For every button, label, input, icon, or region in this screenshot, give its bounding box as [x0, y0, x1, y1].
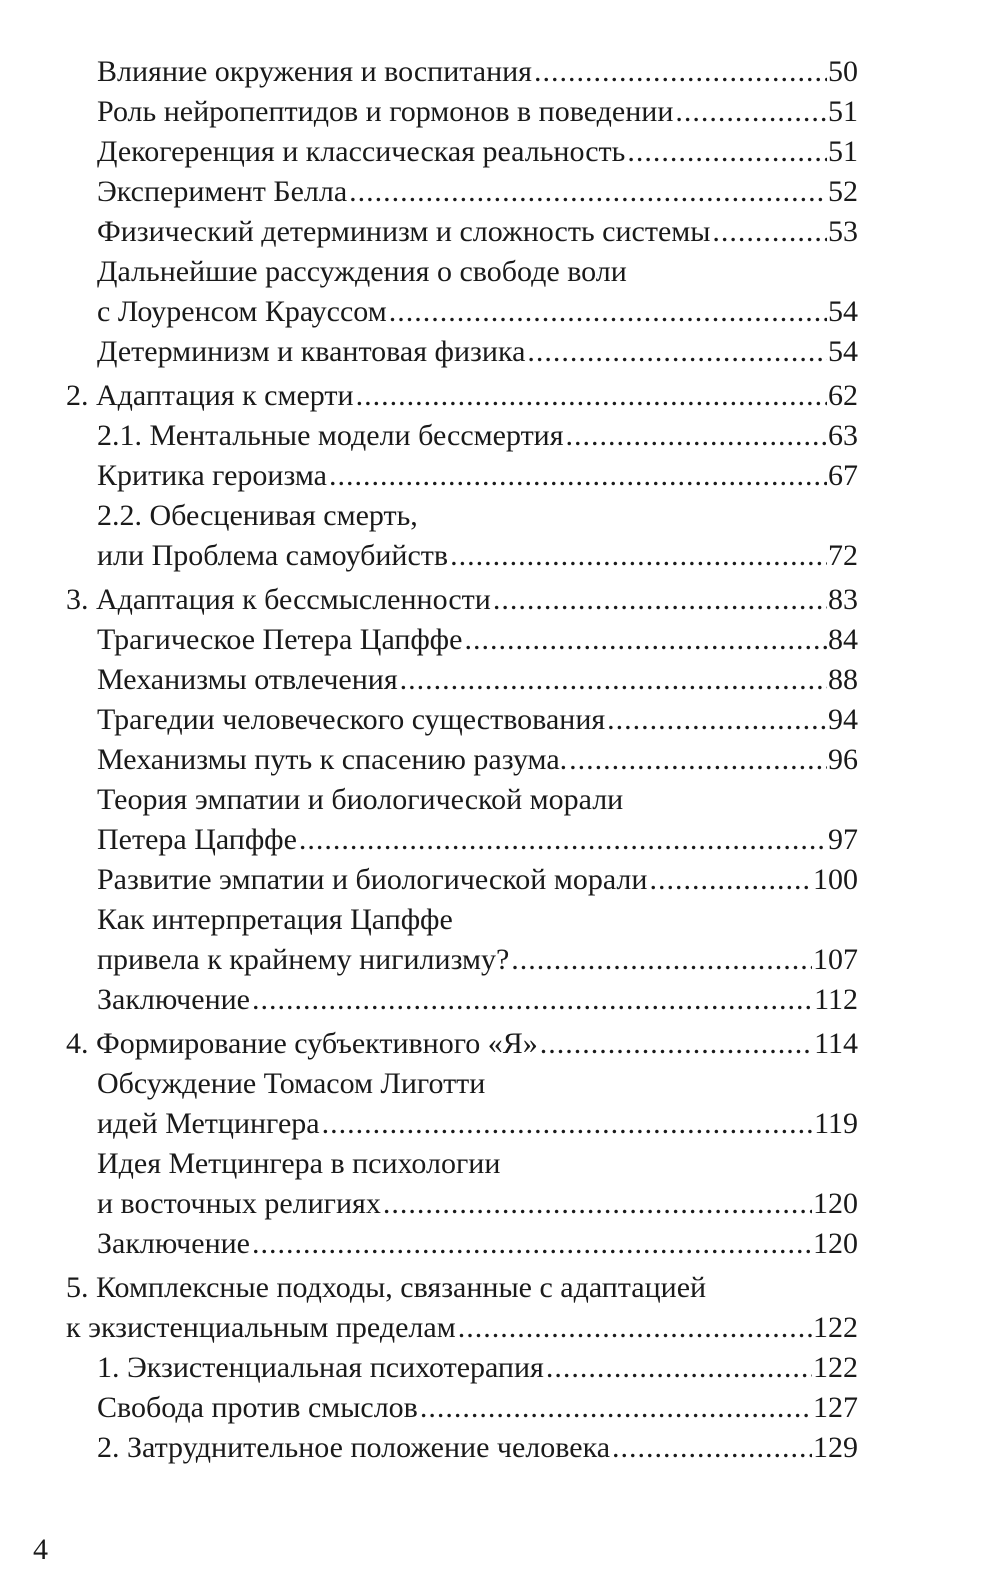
- toc-entry-page: 62: [828, 379, 858, 412]
- toc-entry: [0, 1024, 1000, 1064]
- dot-leader: [322, 1104, 814, 1144]
- toc-entry-page: 107: [813, 943, 858, 976]
- toc-entry: [0, 740, 1000, 780]
- dot-leader: [546, 1348, 812, 1388]
- toc-entry-title: к экзистенциальным пределам: [66, 1308, 458, 1348]
- toc-entry-title: и восточных религиях: [97, 1184, 383, 1224]
- toc-entry-title: Физический детерминизм и сложность системы: [97, 212, 712, 252]
- toc-entry: [0, 376, 1000, 416]
- toc-entry: [0, 52, 1000, 92]
- toc-entry: [0, 860, 1000, 900]
- dot-leader: [607, 700, 827, 740]
- toc-entry-title: Как интерпретация Цапффе: [97, 900, 455, 940]
- toc-entry-title: Развитие эмпатии и биологической морали: [97, 860, 649, 900]
- toc-entry-title: 3. Адаптация к бессмысленности: [66, 580, 493, 620]
- dot-leader: [566, 416, 827, 456]
- dot-leader: [299, 820, 827, 860]
- dot-leader: [511, 940, 812, 980]
- dot-leader: [400, 660, 827, 700]
- toc-entry-page: 51: [828, 135, 858, 168]
- toc-entry: [0, 1348, 1000, 1388]
- dot-leader: [420, 1388, 812, 1428]
- toc-entry-title: Свобода против смыслов: [97, 1388, 420, 1428]
- toc-entry: [0, 132, 1000, 172]
- toc-entry-page: 72: [828, 539, 858, 572]
- dot-leader: [458, 1308, 812, 1348]
- dot-leader: [464, 620, 827, 660]
- toc-entry-title: Детерминизм и квантовая физика: [97, 332, 527, 372]
- toc-entry-page: 120: [813, 1227, 858, 1260]
- toc-entry: [0, 700, 1000, 740]
- toc-entry-title: Идея Метцингера в психологии: [97, 1144, 502, 1184]
- toc-entry: [0, 1388, 1000, 1428]
- toc-entry-page: 100: [813, 863, 858, 896]
- toc-entry-page: 53: [828, 215, 858, 248]
- toc-entry: [0, 292, 1000, 332]
- toc-entry-title: Механизмы отвлечения: [97, 660, 400, 700]
- toc-entry-page: 63: [828, 419, 858, 452]
- dot-leader: [527, 332, 827, 372]
- toc-entry-page: 83: [828, 583, 858, 616]
- dot-leader: [356, 376, 827, 416]
- toc-entry-title: Трагическое Петера Цапффе: [97, 620, 464, 660]
- toc-entry-title: Эксперимент Белла: [97, 172, 349, 212]
- toc-entry-title: Заключение: [97, 980, 252, 1020]
- toc-entry-page: 122: [813, 1351, 858, 1384]
- toc-entry-page: 114: [814, 1027, 858, 1060]
- toc-entry-title: или Проблема самоубийств: [97, 536, 450, 576]
- toc-entry-title: Критика героизма: [97, 456, 329, 496]
- toc-entry: [0, 1184, 1000, 1224]
- toc-entry-title: 5. Комплексные подходы, связанные с адаптацией: [66, 1268, 708, 1308]
- toc-entry-page: 94: [828, 703, 858, 736]
- toc-entry-page: 120: [813, 1187, 858, 1220]
- dot-leader: [252, 980, 813, 1020]
- dot-leader: [534, 52, 827, 92]
- toc-entry-page: 129: [813, 1431, 858, 1464]
- toc-entry-title: привела к крайнему нигилизму?: [97, 940, 511, 980]
- toc-entry: [0, 1308, 1000, 1348]
- toc-entry: [0, 332, 1000, 372]
- dot-leader: [540, 1024, 813, 1064]
- toc-entry: [0, 92, 1000, 132]
- toc-entry-page: 54: [828, 335, 858, 368]
- toc-entry-page: 119: [814, 1107, 858, 1140]
- toc-entry: [0, 1144, 1000, 1184]
- toc-entry: [0, 1064, 1000, 1104]
- toc-entry-title: Заключение: [97, 1224, 252, 1264]
- toc-entry-page: 51: [828, 95, 858, 128]
- toc-entry-title: Декогеренция и классическая реальность: [97, 132, 627, 172]
- table-of-contents: [0, 52, 1000, 1468]
- toc-entry-title: 4. Формирование субъективного «Я»: [66, 1024, 540, 1064]
- toc-entry: [0, 1268, 1000, 1308]
- toc-entry-title: Роль нейропептидов и гормонов в поведении: [97, 92, 675, 132]
- dot-leader: [389, 292, 827, 332]
- toc-entry-page: 96: [828, 743, 858, 776]
- toc-entry-title: Обсуждение Томасом Лиготти: [97, 1064, 487, 1104]
- toc-entry: [0, 1224, 1000, 1264]
- toc-entry-title: Влияние окружения и воспитания: [97, 52, 534, 92]
- toc-entry-title: 2.2. Обесценивая смерть,: [97, 496, 420, 536]
- toc-entry-page: 84: [828, 623, 858, 656]
- dot-leader: [675, 92, 827, 132]
- toc-entry: [0, 620, 1000, 660]
- dot-leader: [450, 536, 827, 576]
- toc-entry-title: Петера Цапффе: [97, 820, 299, 860]
- dot-leader: [649, 860, 812, 900]
- toc-entry-page: 52: [828, 175, 858, 208]
- toc-entry-title: Механизмы путь к спасению разума.: [97, 740, 569, 780]
- toc-entry: [0, 1428, 1000, 1468]
- toc-entry: [0, 496, 1000, 536]
- toc-entry-title: 2. Адаптация к смерти: [66, 376, 356, 416]
- toc-entry-title: 2. Затруднительное положение человека: [97, 1428, 612, 1468]
- toc-entry: [0, 580, 1000, 620]
- toc-entry-title: с Лоуренсом Крауссом: [97, 292, 389, 332]
- toc-entry-page: 122: [813, 1311, 858, 1344]
- toc-entry-title: Дальнейшие рассуждения о свободе воли: [97, 252, 629, 292]
- toc-entry: [0, 416, 1000, 456]
- page-number: 4: [33, 1533, 48, 1566]
- toc-entry-page: 50: [828, 55, 858, 88]
- toc-entry-page: 127: [813, 1391, 858, 1424]
- dot-leader: [252, 1224, 812, 1264]
- toc-entry-title: 1. Экзистенциальная психотерапия: [97, 1348, 546, 1388]
- dot-leader: [627, 132, 827, 172]
- dot-leader: [383, 1184, 812, 1224]
- toc-entry: [0, 172, 1000, 212]
- toc-entry-title: 2.1. Ментальные модели бессмертия: [97, 416, 566, 456]
- toc-entry: [0, 1104, 1000, 1144]
- dot-leader: [569, 740, 827, 780]
- toc-entry: [0, 900, 1000, 940]
- dot-leader: [349, 172, 827, 212]
- toc-entry-page: 67: [828, 459, 858, 492]
- toc-entry: [0, 780, 1000, 820]
- dot-leader: [612, 1428, 812, 1468]
- dot-leader: [493, 580, 827, 620]
- toc-entry-title: Трагедии человеческого существования: [97, 700, 607, 740]
- dot-leader: [712, 212, 827, 252]
- toc-entry: [0, 980, 1000, 1020]
- toc-entry-title: Теория эмпатии и биологической морали: [97, 780, 625, 820]
- toc-entry: [0, 536, 1000, 576]
- toc-entry: [0, 212, 1000, 252]
- toc-entry-page: 88: [828, 663, 858, 696]
- toc-entry-page: 112: [814, 983, 858, 1016]
- toc-entry: [0, 940, 1000, 980]
- toc-entry: [0, 820, 1000, 860]
- toc-entry: [0, 252, 1000, 292]
- toc-entry-page: 97: [828, 823, 858, 856]
- toc-entry: [0, 456, 1000, 496]
- dot-leader: [329, 456, 827, 496]
- toc-entry-title: идей Метцингера: [97, 1104, 322, 1144]
- toc-entry: [0, 660, 1000, 700]
- toc-entry-page: 54: [828, 295, 858, 328]
